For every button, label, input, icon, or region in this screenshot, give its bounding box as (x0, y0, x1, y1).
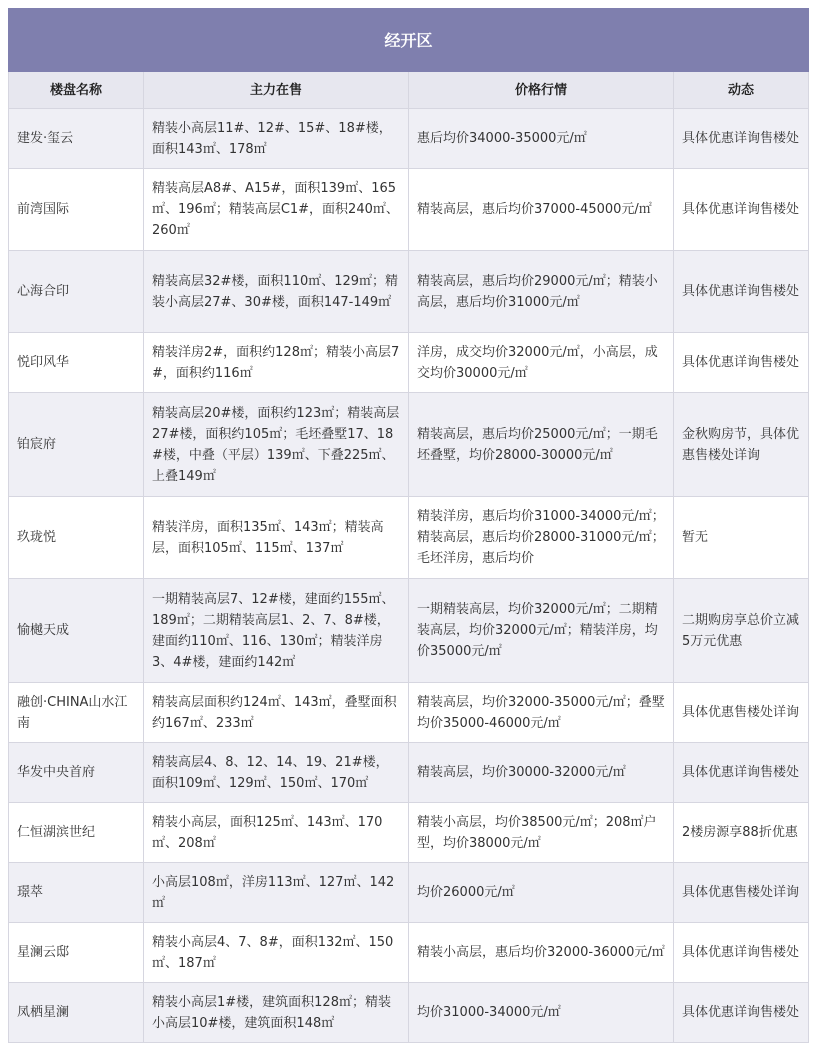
project-name-cell: 璟萃 (9, 863, 144, 923)
project-name-cell: 仁恒湖滨世纪 (9, 803, 144, 863)
price-cell: 洋房，成交均价32000元/㎡，小高层，成交均价30000元/㎡ (409, 333, 674, 393)
news-cell: 具体优惠详询售楼处 (674, 983, 809, 1043)
price-cell: 惠后均价34000-35000元/㎡ (409, 109, 674, 169)
table-row (9, 109, 809, 169)
table-row (9, 923, 809, 983)
main-sale-cell: 精装小高层1#楼，建筑面积128㎡；精装小高层10#楼，建筑面积148㎡ (144, 983, 409, 1043)
main-sale-cell: 精装洋房2#，面积约128㎡；精装小高层7#，面积约116㎡ (144, 333, 409, 393)
project-name-cell: 心海合印 (9, 251, 144, 333)
main-sale-cell: 精装高层A8#、A15#，面积139㎡、165㎡、196㎡；精装高层C1#，面积240㎡、260㎡ (144, 169, 409, 251)
news-cell: 具体优惠售楼处详询 (674, 683, 809, 743)
project-name-cell: 铂宸府 (9, 393, 144, 497)
news-cell: 具体优惠详询售楼处 (674, 169, 809, 251)
main-sale-cell: 精装高层面积约124㎡、143㎡，叠墅面积约167㎡、233㎡ (144, 683, 409, 743)
housing-price-table (8, 8, 809, 1043)
main-sale-cell: 精装高层32#楼，面积110㎡、129㎡；精装小高层27#、30#楼，面积147-149㎡ (144, 251, 409, 333)
project-name-cell: 玖珑悦 (9, 497, 144, 579)
table-row (9, 983, 809, 1043)
table-row (9, 497, 809, 579)
table-row (9, 333, 809, 393)
table-row (9, 393, 809, 497)
table-title: 经开区 (9, 9, 809, 72)
price-cell: 精装小高层，均价38500元/㎡；208㎡户型，均价38000元/㎡ (409, 803, 674, 863)
news-cell: 2楼房源享88折优惠 (674, 803, 809, 863)
price-cell: 精装高层，惠后均价25000元/㎡；一期毛坯叠墅，均价28000-30000元/㎡ (409, 393, 674, 497)
table-header-row (9, 72, 809, 109)
table-row (9, 169, 809, 251)
main-sale-cell: 精装高层20#楼，面积约123㎡；精装高层27#楼，面积约105㎡；毛坯叠墅17、18#楼，中叠（平层）139㎡、下叠225㎡、上叠149㎡ (144, 393, 409, 497)
price-cell: 精装高层，惠后均价29000元/㎡；精装小高层，惠后均价31000元/㎡ (409, 251, 674, 333)
main-sale-cell: 精装洋房，面积135㎡、143㎡；精装高层，面积105㎡、115㎡、137㎡ (144, 497, 409, 579)
news-cell: 具体优惠详询售楼处 (674, 251, 809, 333)
news-cell: 具体优惠详询售楼处 (674, 333, 809, 393)
table-row (9, 579, 809, 683)
project-name-cell: 融创·CHINA山水江南 (9, 683, 144, 743)
table-row (9, 863, 809, 923)
project-name-cell: 华发中央首府 (9, 743, 144, 803)
news-cell: 具体优惠详询售楼处 (674, 743, 809, 803)
main-sale-cell: 一期精装高层7、12#楼，建面约155㎡、189㎡；二期精装高层1、2、7、8#楼，建面约110㎡、116、130㎡；精装洋房3、4#楼，建面约142㎡ (144, 579, 409, 683)
price-cell: 精装高层，均价30000-32000元/㎡ (409, 743, 674, 803)
project-name-cell: 星澜云邸 (9, 923, 144, 983)
news-cell: 暂无 (674, 497, 809, 579)
header-project-name: 楼盘名称 (9, 72, 144, 109)
main-sale-cell: 精装小高层4、7、8#，面积132㎡、150㎡、187㎡ (144, 923, 409, 983)
main-sale-cell: 精装高层4、8、12、14、19、21#楼，面积109㎡、129㎡、150㎡、170㎡ (144, 743, 409, 803)
table-body (9, 109, 809, 1043)
news-cell: 具体优惠详询售楼处 (674, 923, 809, 983)
price-cell: 均价26000元/㎡ (409, 863, 674, 923)
price-cell: 精装洋房，惠后均价31000-34000元/㎡；精装高层，惠后均价28000-31000元/㎡；毛坯洋房，惠后均价 (409, 497, 674, 579)
project-name-cell: 建发·玺云 (9, 109, 144, 169)
header-price: 价格行情 (409, 72, 674, 109)
table-title-row (9, 9, 809, 72)
project-name-cell: 凤栖星澜 (9, 983, 144, 1043)
housing-price-table-container (8, 8, 808, 1043)
header-main-sale: 主力在售 (144, 72, 409, 109)
table-row (9, 743, 809, 803)
price-cell: 均价31000-34000元/㎡ (409, 983, 674, 1043)
news-cell: 具体优惠详询售楼处 (674, 109, 809, 169)
table-row (9, 683, 809, 743)
main-sale-cell: 精装小高层11#、12#、15#、18#楼，面积143㎡、178㎡ (144, 109, 409, 169)
project-name-cell: 前湾国际 (9, 169, 144, 251)
news-cell: 具体优惠售楼处详询 (674, 863, 809, 923)
table-row (9, 251, 809, 333)
header-news: 动态 (674, 72, 809, 109)
project-name-cell: 愉樾天成 (9, 579, 144, 683)
price-cell: 精装高层，均价32000-35000元/㎡；叠墅均价35000-46000元/㎡ (409, 683, 674, 743)
news-cell: 金秋购房节，具体优惠售楼处详询 (674, 393, 809, 497)
news-cell: 二期购房享总价立减5万元优惠 (674, 579, 809, 683)
main-sale-cell: 小高层108㎡，洋房113㎡、127㎡、142㎡ (144, 863, 409, 923)
main-sale-cell: 精装小高层，面积125㎡、143㎡、170㎡、208㎡ (144, 803, 409, 863)
price-cell: 精装高层，惠后均价37000-45000元/㎡ (409, 169, 674, 251)
table-row (9, 803, 809, 863)
price-cell: 一期精装高层，均价32000元/㎡；二期精装高层，均价32000元/㎡；精装洋房，均价35000元/㎡ (409, 579, 674, 683)
price-cell: 精装小高层，惠后均价32000-36000元/㎡ (409, 923, 674, 983)
project-name-cell: 悦印风华 (9, 333, 144, 393)
